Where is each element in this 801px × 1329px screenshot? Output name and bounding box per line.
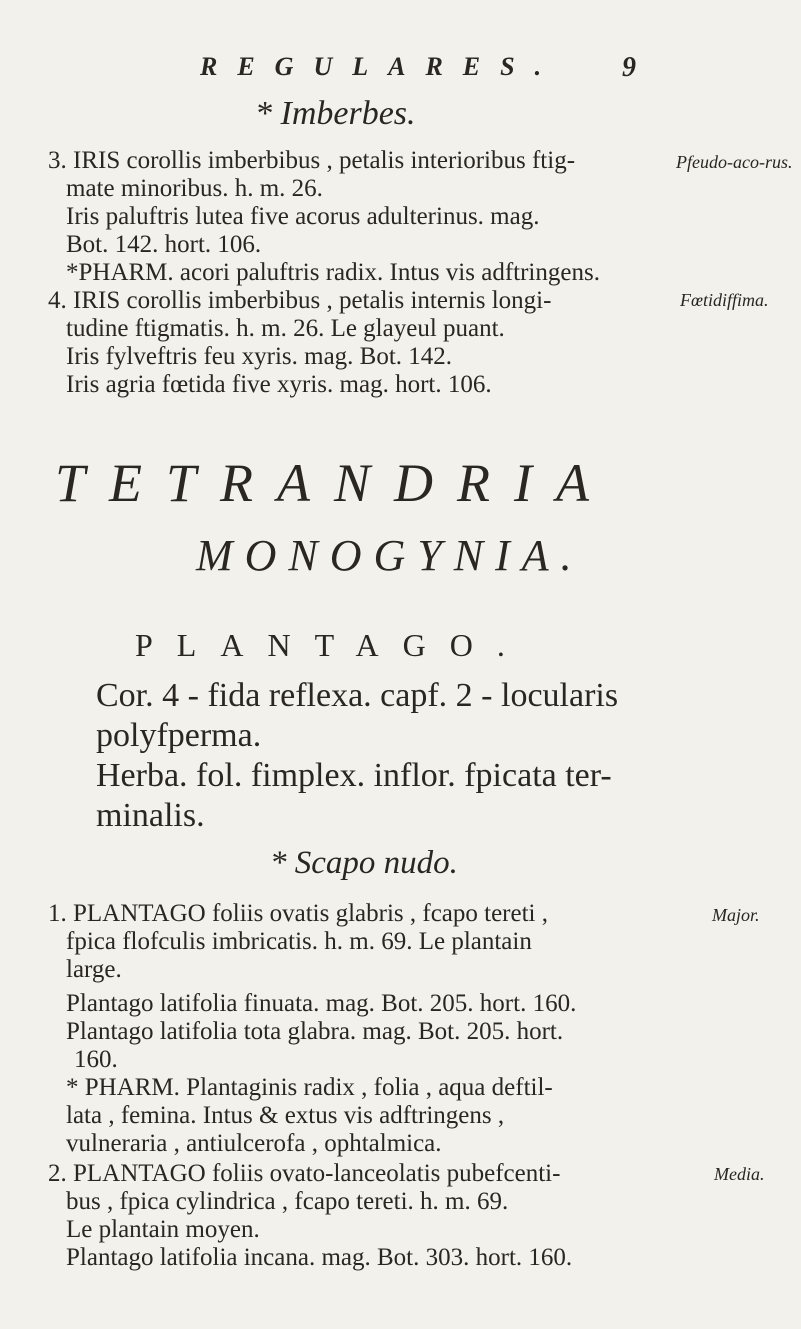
plantago2-line1: 2. PLANTAGO foliis ovato-lanceolatis pubefcenti- — [48, 1160, 561, 1187]
page-number: 9 — [622, 52, 636, 83]
plantago1-line9: vulneraria , antiulcerofa , ophtalmica. — [66, 1130, 442, 1157]
plantago1-line8: lata , femina. Intus & extus vis adftringens , — [66, 1102, 505, 1129]
iris4-line2: tudine ftigmatis. h. m. 26. Le glayeul puant. — [66, 315, 505, 342]
plantago2-line3: Le plantain moyen. — [66, 1216, 260, 1243]
plantago1-line4: Plantago latifolia finuata. mag. Bot. 205. hort. 160. — [66, 990, 577, 1017]
section-title: * Imberbes. — [255, 95, 416, 132]
iris3-line4: Bot. 142. hort. 106. — [66, 231, 262, 258]
margin-note-foetidissima: Fœtidiffima. — [680, 290, 769, 310]
running-title: REGULARES. — [200, 52, 562, 81]
subsection-title: * Scapo nudo. — [270, 845, 458, 881]
genus-desc-line3: Herba. fol. fimplex. inflor. fpicata ter- — [96, 757, 612, 794]
class-title: TETRANDRIA — [55, 453, 613, 513]
iris3-line3: Iris paluftris lutea five acorus adulterinus. mag. — [66, 203, 540, 230]
genus-desc-line2: polyfperma. — [96, 717, 262, 754]
plantago1-line5: Plantago latifolia tota glabra. mag. Bot. 205. hort. — [66, 1018, 564, 1045]
plantago1-line2: fpica flofculis imbricatis. h. m. 69. Le plantain — [66, 928, 532, 955]
plantago2-line4: Plantago latifolia incana. mag. Bot. 303. hort. 160. — [66, 1244, 573, 1271]
plantago2-line2: bus , fpica cylindrica , fcapo tereti. h. m. 69. — [66, 1188, 509, 1215]
plantago1-line7: * PHARM. Plantaginis radix , folia , aqua deftil- — [66, 1074, 553, 1101]
genus-desc-line4: minalis. — [96, 797, 205, 834]
order-title: MONOGYNIA. — [196, 531, 584, 580]
iris4-line3: Iris fylveftris feu xyris. mag. Bot. 142. — [66, 343, 453, 370]
iris4-line1: 4. IRIS corollis imberbibus , petalis internis longi- — [48, 287, 552, 314]
iris4-line4: Iris agria fœtida five xyris. mag. hort. 106. — [66, 371, 492, 398]
genus-title: PLANTAGO. — [135, 627, 529, 663]
plantago1-line1: 1. PLANTAGO foliis ovatis glabris , fcapo tereti , — [48, 900, 548, 927]
iris3-line5: *PHARM. acori paluftris radix. Intus vis adftringens. — [66, 259, 600, 286]
genus-desc-line1: Cor. 4 - fida reflexa. capf. 2 - locularis — [96, 677, 619, 714]
margin-note-media: Media. — [714, 1164, 765, 1184]
iris3-line2: mate minoribus. h. m. 26. — [66, 175, 323, 202]
plantago1-line3: large. — [66, 956, 122, 983]
margin-note-major: Major. — [712, 905, 760, 925]
iris3-line1: 3. IRIS corollis imberbibus , petalis interioribus ftig- — [48, 147, 576, 174]
plantago1-line6: 160. — [74, 1046, 118, 1073]
margin-note-pseudoacorus: Pfeudo-aco-rus. — [676, 152, 793, 172]
